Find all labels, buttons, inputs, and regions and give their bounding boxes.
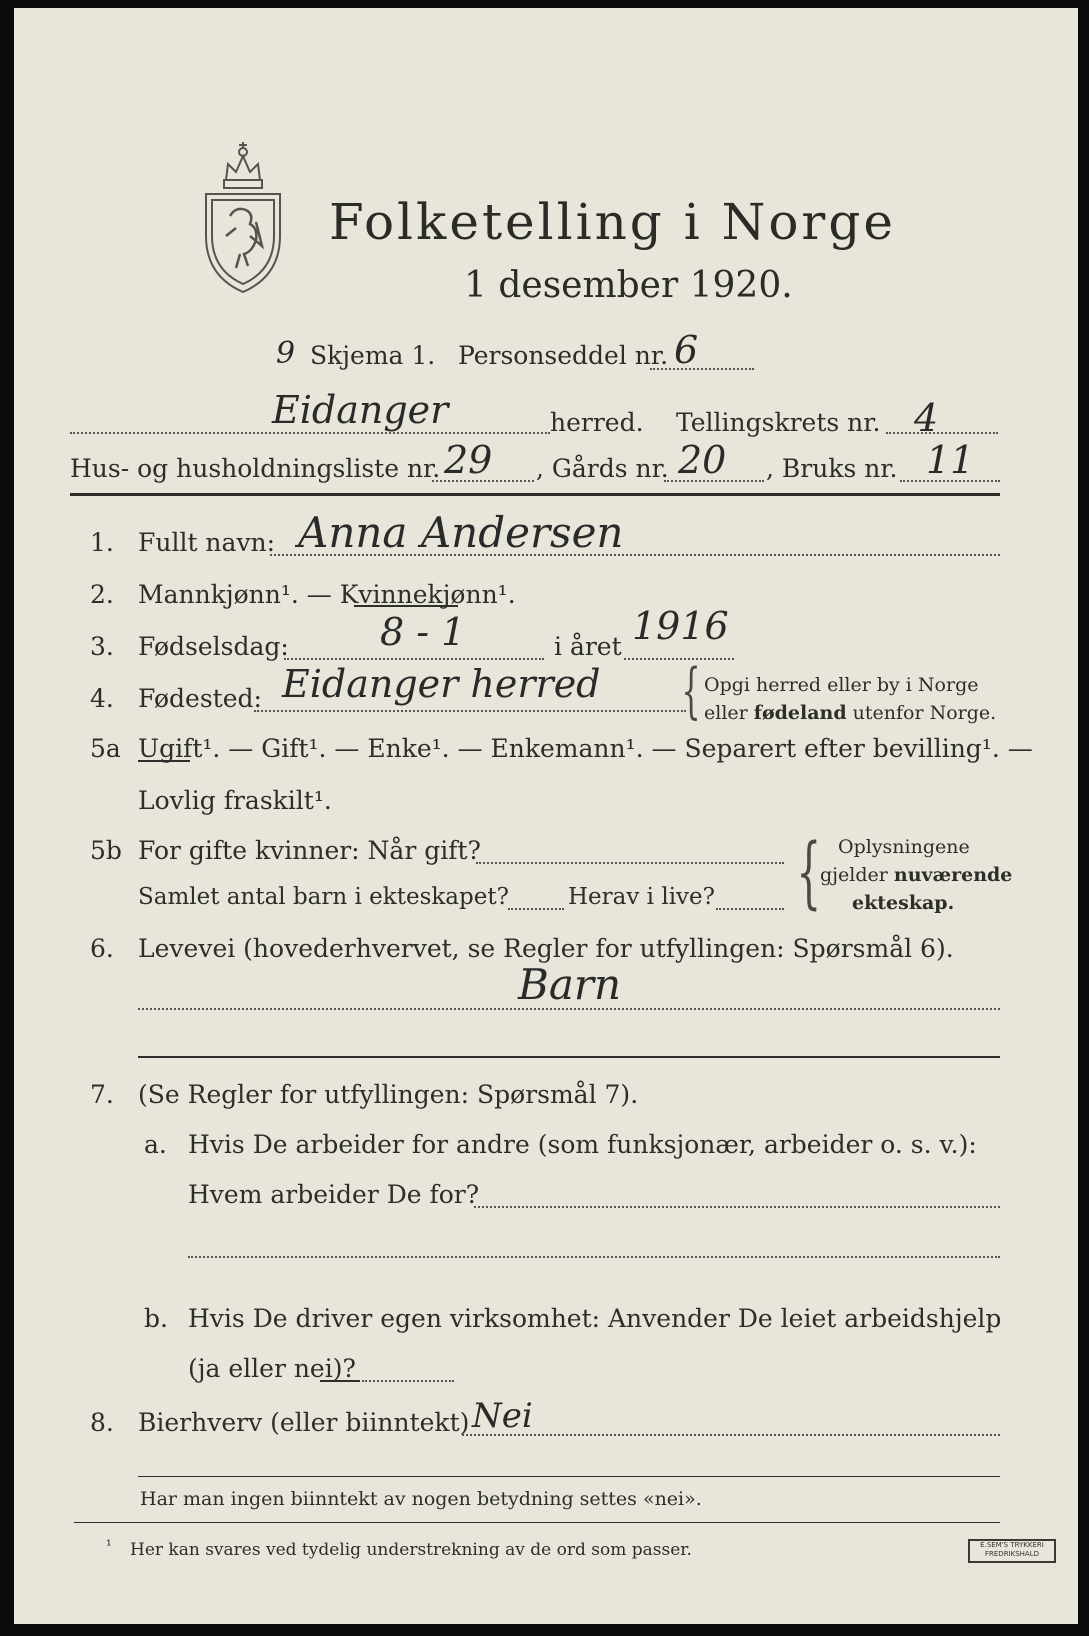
q1-number: 1. [90, 528, 114, 557]
printer-stamp: E.SEM'S TRYKKERI FREDRIKSHALD [968, 1539, 1056, 1563]
q5b-married-line [476, 862, 784, 864]
q1-full-name-value[interactable]: Anna Andersen [298, 508, 624, 557]
tellingskrets-value[interactable]: 4 [914, 396, 939, 440]
personseddel-line [650, 368, 754, 370]
q7a-employer-line2[interactable] [188, 1256, 1000, 1258]
q2-number: 2. [90, 580, 114, 609]
q3-number: 3. [90, 632, 114, 661]
census-form [14, 8, 1078, 1624]
q3-year-label: i året [554, 632, 622, 661]
q1-label: Fullt navn: [138, 528, 276, 557]
footer-note: Har man ingen biinntekt av nogen betydning settes «nei». [140, 1488, 702, 1510]
q5b-note3: ekteskap. [852, 892, 955, 914]
handwritten-mark: 9 [276, 336, 296, 371]
q5b-label2: Samlet antal barn i ekteskapet? [138, 884, 509, 910]
q4-brace: { [681, 656, 701, 726]
q5b-number: 5b [90, 836, 122, 865]
footnote-mark: ¹ [106, 1538, 112, 1554]
q3-label: Fødselsdag: [138, 632, 289, 661]
footer-divider [138, 1476, 1000, 1477]
q5a-underline-ugift [138, 760, 190, 762]
q5a-label: Ugift¹. — Gift¹. — Enke¹. — Enkemann¹. — Separert efter bevilling¹. — [138, 734, 1033, 763]
q4-number: 4. [90, 684, 114, 713]
q5b-label: For gifte kvinner: Når gift? [138, 836, 481, 865]
form-title: Folketelling i Norge [329, 193, 896, 251]
q5b-label3: Herav i live? [568, 884, 715, 910]
q7a-employer-line[interactable] [474, 1206, 1000, 1208]
q7b-underline-nei [320, 1380, 360, 1382]
personseddel-value[interactable]: 6 [674, 328, 699, 372]
q3-line [284, 658, 544, 660]
q5b-note2: gjelder nuværende [820, 864, 1013, 886]
gards-label: , Gårds nr. [536, 454, 669, 483]
q7b-answer-line[interactable] [362, 1380, 454, 1382]
q5b-children-line [508, 908, 564, 910]
q5a-label2: Lovlig fraskilt¹. [138, 786, 332, 815]
q4-note-line2: eller fødeland utenfor Norge. [704, 702, 997, 724]
q4-birthplace-value[interactable]: Eidanger herred [282, 662, 601, 706]
q5a-number: 5a [90, 734, 121, 763]
tellingskrets-label: Tellingskrets nr. [676, 408, 881, 437]
q3-birthday-value[interactable]: 8 - 1 [380, 610, 466, 654]
q3-year-line [624, 658, 734, 660]
header-divider [70, 493, 1000, 496]
q6-label: Levevei (hovederhvervet, se Regler for utfyllingen: Spørsmål 6). [138, 934, 954, 963]
footnote-divider [74, 1522, 1000, 1523]
q7a-letter: a. [144, 1130, 167, 1159]
q5b-alive-line [716, 908, 784, 910]
q7a-label2: Hvem arbeider De for? [188, 1180, 480, 1209]
norway-coat-of-arms-icon [196, 136, 290, 296]
q8-line [462, 1434, 1000, 1436]
q6-number: 6. [90, 934, 114, 963]
bruks-value[interactable]: 11 [926, 438, 975, 482]
herred-value[interactable]: Eidanger [272, 388, 449, 432]
skjema-label: Skjema 1. [310, 341, 436, 370]
herred-line [70, 432, 550, 434]
q2-underline-kvinnekjonn [354, 605, 458, 607]
tellingskrets-line [886, 432, 998, 434]
q7b-label2: (ja eller nei)? [188, 1354, 356, 1383]
q3-year-value[interactable]: 1916 [632, 604, 729, 648]
q4-note-line1: Opgi herred eller by i Norge [704, 674, 979, 696]
q5b-note1: Oplysningene [838, 836, 970, 858]
q7b-label: Hvis De driver egen virksomhet: Anvender De leiet arbeidshjelp [188, 1304, 1002, 1333]
q7a-label: Hvis De arbeider for andre (som funksjonær, arbeider o. s. v.): [188, 1130, 977, 1159]
herred-label: herred. [550, 408, 644, 437]
q2-label: Mannkjønn¹. — Kvinnekjønn¹. [138, 580, 516, 609]
bruks-label: , Bruks nr. [766, 454, 898, 483]
q6-line2 [138, 1056, 1000, 1058]
personseddel-label: Personseddel nr. [458, 341, 669, 370]
form-date: 1 desember 1920. [464, 265, 793, 306]
husholdningsliste-value[interactable]: 29 [444, 438, 493, 482]
gards-value[interactable]: 20 [678, 438, 727, 482]
q4-line [254, 710, 686, 712]
q8-label: Bierhverv (eller biinntekt) [138, 1408, 470, 1437]
q7-number: 7. [90, 1080, 114, 1109]
q5b-brace: { [796, 828, 822, 918]
q7b-letter: b. [144, 1304, 168, 1333]
q8-number: 8. [90, 1408, 114, 1437]
husholdningsliste-label: Hus- og husholdningsliste nr. [70, 454, 441, 483]
q6-occupation-value[interactable]: Barn [518, 960, 622, 1009]
q7-label: (Se Regler for utfyllingen: Spørsmål 7). [138, 1080, 639, 1109]
q8-side-income-value[interactable]: Nei [472, 1396, 533, 1436]
footnote-text: Her kan svares ved tydelig understrekning av de ord som passer. [130, 1540, 692, 1560]
q4-label: Fødested: [138, 684, 262, 713]
